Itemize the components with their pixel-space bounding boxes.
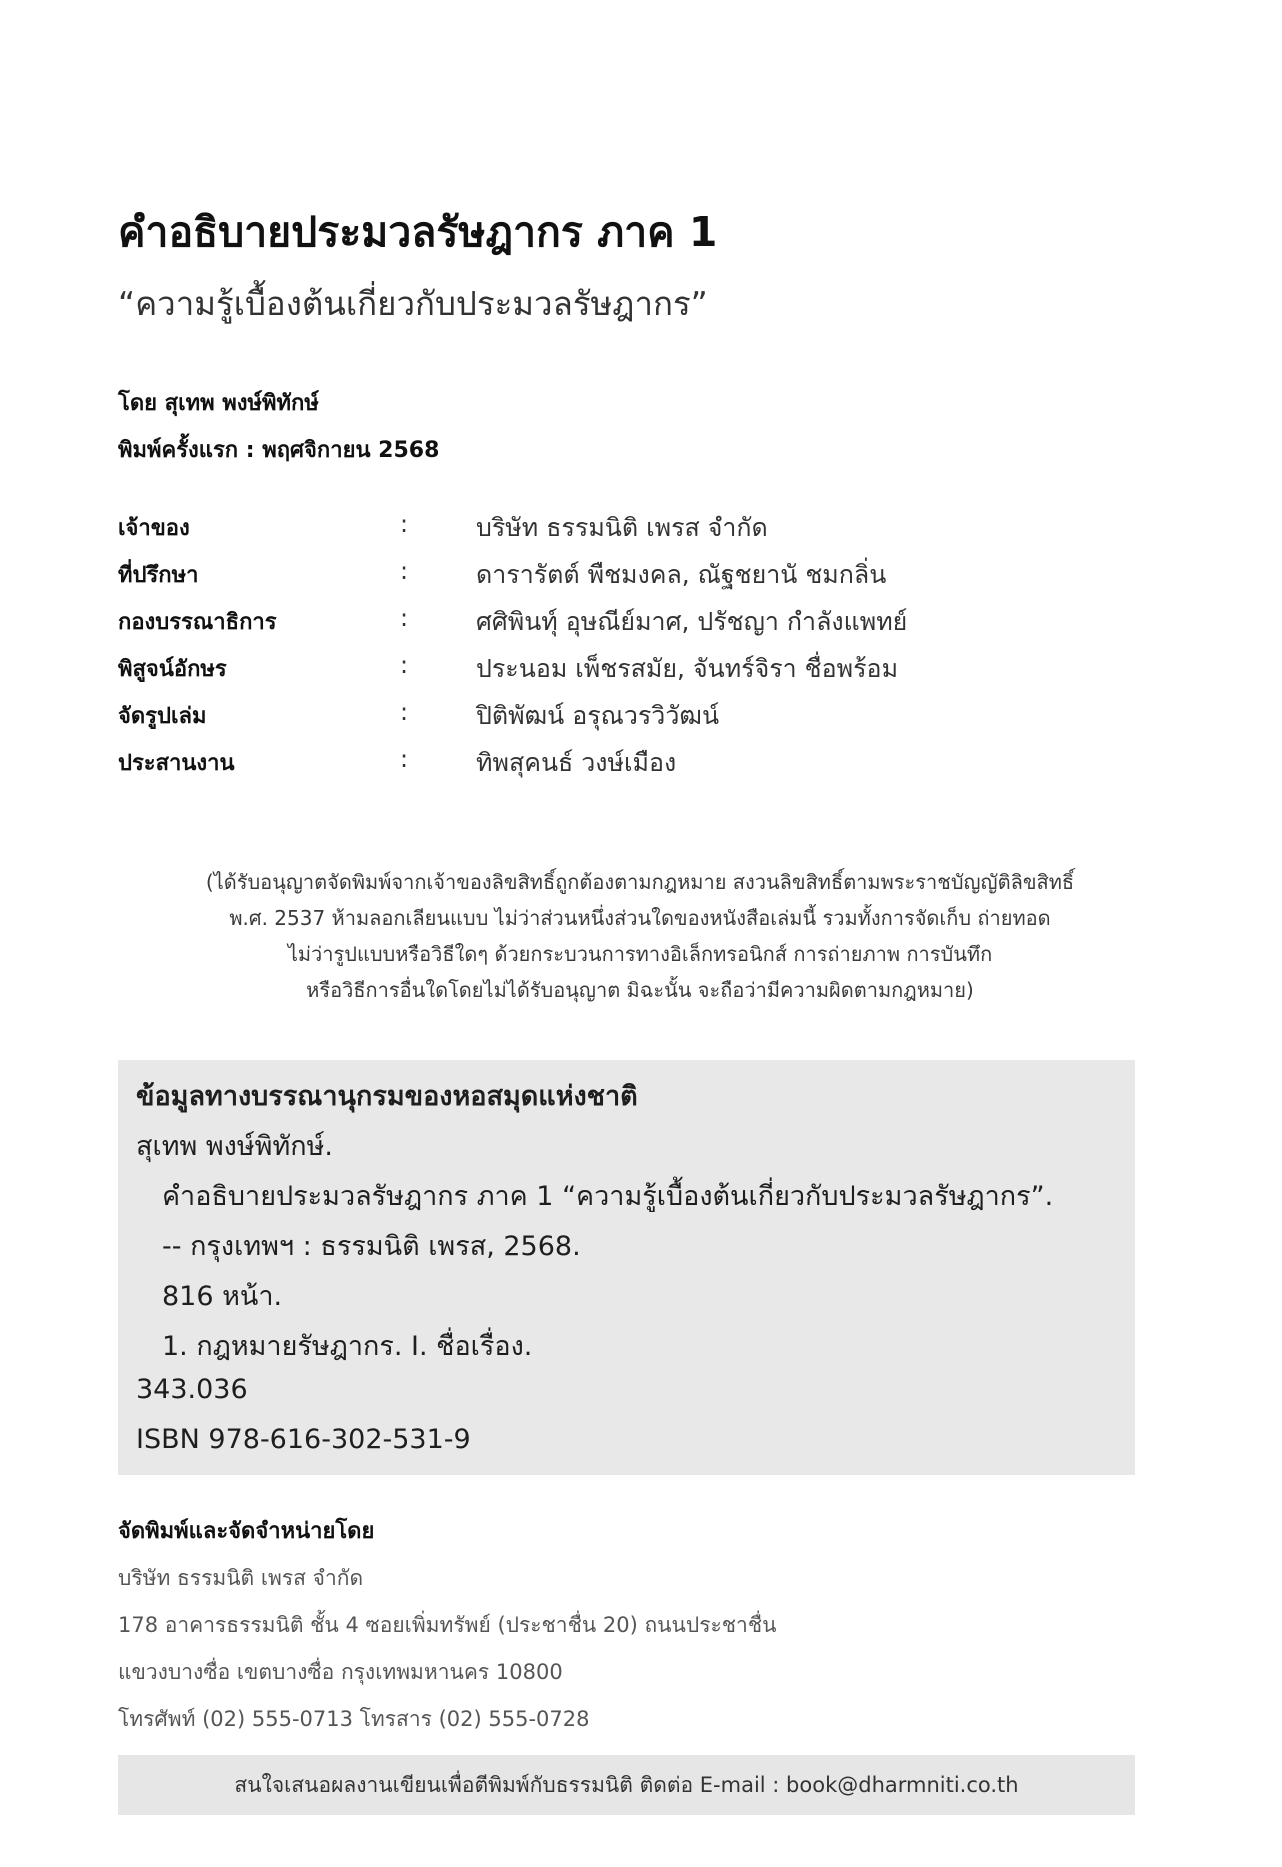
publisher-heading: จัดพิมพ์และจัดจำหน่ายโดย [118,1519,375,1544]
author-line: โดย สุเทพ พงษ์พิทักษ์ [118,391,319,416]
copyright-line: (ได้รับอนุญาตจัดพิมพ์จากเจ้าของลิขสิทธิ์ถูกต้องตามกฎหมาย สงวนลิขสิทธิ์ตามพระราชบัญญัติลิขสิทธิ์ [205,870,1075,894]
cip-block [118,1060,1135,1475]
credit-names: บริษัท ธรรมนิติ เพรส จำกัด [476,513,768,542]
copyright-notice [140,864,1140,1008]
credit-names: ทิพสุคนธ์ วงษ์เมือง [476,748,677,777]
cip-subject: 1. กฎหมายรัษฎากร. I. ชื่อเรื่อง. [162,1331,533,1362]
credit-names: ปิติพัฒน์ อรุณวรวิวัฒน์ [476,701,720,730]
publisher-address-2: แขวงบางซื่อ เขตบางซื่อ กรุงเทพมหานคร 10800 [118,1660,563,1684]
cip-class-number: 343.036 [136,1374,248,1405]
credit-row [118,745,1118,792]
credit-names: ดารารัตต์ พืชมงคล, ณัฐชยานั ชมกลิ่น [476,560,887,589]
credit-row [118,651,1118,698]
publisher-block [118,1513,776,1736]
credit-names: ประนอม เพ็ชรสมัย, จันทร์จิรา ชื่อพร้อม [476,654,899,683]
copyright-line: ไม่ว่ารูปแบบหรือวิธีใดๆ ด้วยกระบวนการทางอิเล็กทรอนิกส์ การถ่ายภาพ การบันทึก [287,942,993,966]
edition-line: พิมพ์ครั้งแรก : พฤศจิกายน 2568 [118,438,440,463]
book-subtitle: “ความรู้เบื้องต้นเกี่ยวกับประมวลรัษฎากร” [118,284,708,323]
submission-contact-bar: สนใจเสนอผลงานเขียนเพื่อตีพิมพ์กับธรรมนิติ ติดต่อ E-mail : book@dharmniti.co.th [118,1755,1135,1815]
credit-role: เจ้าของ [118,516,190,541]
publisher-phone: โทรศัพท์ (02) 555-0713 โทรสาร (02) 555-0728 [118,1707,590,1731]
cip-isbn: ISBN 978-616-302-531-9 [136,1424,471,1455]
credit-colon: : [400,698,409,726]
credit-names: ศศิพินทุ์ อุษณีย์มาศ, ปรัชญา กำลังแพทย์ [476,607,908,636]
publisher-name: บริษัท ธรรมนิติ เพรส จำกัด [118,1566,364,1590]
copyright-line: หรือวิธีการอื่นใดโดยไม่ได้รับอนุญาต มิฉะนั้น จะถือว่ามีความผิดตามกฎหมาย) [306,978,974,1002]
cip-author: สุเทพ พงษ์พิทักษ์. [136,1131,333,1162]
credit-colon: : [400,510,409,538]
cip-heading: ข้อมูลทางบรรณานุกรมของหอสมุดแห่งชาติ [136,1081,638,1112]
copyright-line: พ.ศ. 2537 ห้ามลอกเลียนแบบ ไม่ว่าส่วนหนึ่งส่วนใดของหนังสือเล่มนี้ รวมทั้งการจัดเก็บ ถ่ายทอด [229,906,1051,930]
credit-row [118,604,1118,651]
credit-colon: : [400,651,409,679]
cip-pages: 816 หน้า. [162,1281,283,1312]
credit-row [118,510,1118,557]
credit-colon: : [400,557,409,585]
credit-row [118,698,1118,745]
credit-role: ประสานงาน [118,751,235,776]
credit-row [118,557,1118,604]
credit-role: กองบรรณาธิการ [118,610,277,635]
book-title: คำอธิบายประมวลรัษฎากร ภาค 1 [118,208,718,256]
credits-list [118,510,1118,792]
cip-imprint: -- กรุงเทพฯ : ธรรมนิติ เพรส, 2568. [162,1231,581,1262]
credit-role: ที่ปรึกษา [118,563,199,588]
credit-colon: : [400,745,409,773]
credit-colon: : [400,604,409,632]
publisher-address-1: 178 อาคารธรรมนิติ ชั้น 4 ซอยเพิ่มทรัพย์ (ประชาชื่น 20) ถนนประชาชื่น [118,1613,777,1637]
credit-role: จัดรูปเล่ม [118,704,207,729]
credit-role: พิสูจน์อักษร [118,657,227,682]
cip-title: คำอธิบายประมวลรัษฎากร ภาค 1 “ความรู้เบื้องต้นเกี่ยวกับประมวลรัษฎากร”. [162,1181,1054,1212]
